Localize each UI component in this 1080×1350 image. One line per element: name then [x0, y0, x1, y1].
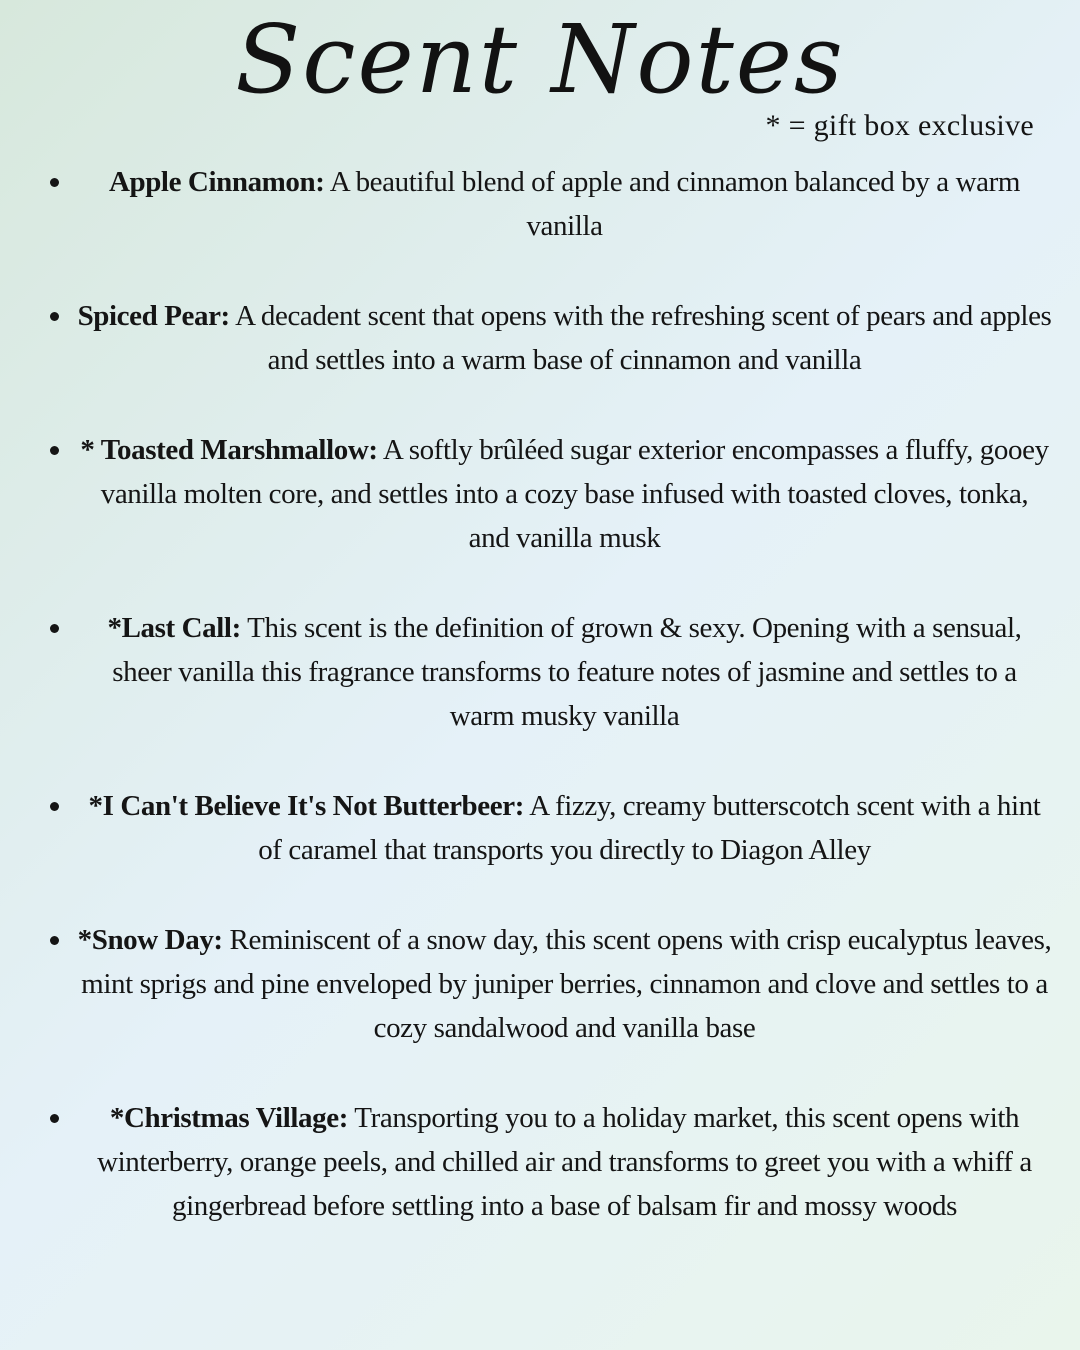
scent-note — [77, 784, 1052, 872]
bullet-icon — [50, 624, 59, 633]
scent-note — [77, 428, 1052, 560]
scent-description: This scent is the definition of grown & sexy. Opening with a sensual, sheer vanilla this fragrance transforms to feature notes of jasmine and settles to a warm musky vanilla — [112, 612, 1022, 733]
list-item-butterbeer — [36, 784, 1052, 872]
scent-name: *I Can't Believe It's Not Butterbeer: — [88, 790, 524, 823]
scent-list — [0, 160, 1080, 1228]
scent-description: Transporting you to a holiday market, this scent opens with winterberry, orange peels, and chilled air and transforms to greet you with a whiff a gingerbread before settling into a base of balsam fir and mossy woods — [97, 1102, 1032, 1223]
scent-name: Apple Cinnamon: — [108, 166, 325, 199]
list-item-snow-day — [36, 918, 1052, 1050]
list-item-christmas-village — [36, 1096, 1052, 1228]
scent-description: A beautiful blend of apple and cinnamon balanced by a warm vanilla — [329, 166, 1021, 243]
scent-description: A fizzy, creamy butterscotch scent with a hint of caramel that transports you directly to Diagon Alley — [258, 790, 1041, 867]
scent-note — [77, 294, 1052, 382]
list-item-spiced-pear — [36, 294, 1052, 382]
scent-note — [77, 1096, 1052, 1228]
bullet-icon — [50, 802, 59, 811]
scent-name: * Toasted Marshmallow: — [80, 434, 378, 467]
bullet-icon — [50, 312, 59, 321]
scent-description: Reminiscent of a snow day, this scent opens with crisp eucalyptus leaves, mint sprigs and pine enveloped by juniper berries, cinnamon and clove and settles to a cozy sandalwood and vanilla base — [81, 924, 1052, 1045]
bullet-icon — [50, 936, 59, 945]
bullet-icon — [50, 178, 59, 187]
scent-description: A softly brûléed sugar exterior encompasses a fluffy, gooey vanilla molten core, and settles into a cozy base infused with toasted cloves, tonka, and vanilla musk — [100, 434, 1049, 555]
list-item-apple-cinnamon — [36, 160, 1052, 248]
scent-name: *Last Call: — [107, 612, 241, 645]
list-item-toasted-marshmallow — [36, 428, 1052, 560]
list-item-last-call — [36, 606, 1052, 738]
scent-name: *Christmas Village: — [109, 1102, 348, 1135]
scent-description: A decadent scent that opens with the refreshing scent of pears and apples and settles into a warm base of cinnamon and vanilla — [235, 300, 1052, 377]
scent-note — [77, 918, 1052, 1050]
scent-note — [77, 160, 1052, 248]
bullet-icon — [50, 1114, 59, 1123]
page-title: Scent Notes — [235, 5, 845, 115]
scent-note — [77, 606, 1052, 738]
gift-box-legend: * = gift box exclusive — [765, 109, 1034, 143]
bullet-icon — [50, 446, 59, 455]
scent-name: *Snow Day: — [77, 924, 223, 957]
scent-name: Spiced Pear: — [77, 300, 230, 333]
